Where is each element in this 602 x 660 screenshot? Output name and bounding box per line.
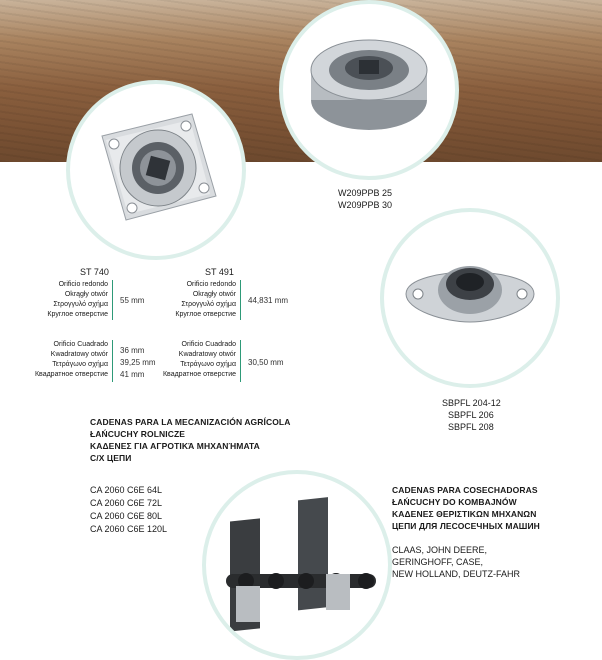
st740-square-value-1: 36 mm xyxy=(120,346,145,355)
combine-chains-heading-es: CADENAS PARA COSECHADORAS xyxy=(392,485,538,495)
st491-round-label-pl: Okrągły otwór xyxy=(192,291,236,298)
st740-square-label-ru: Квадратное отверстие xyxy=(34,371,108,378)
st491-square-label-el: Τετράγωνο σχήμα xyxy=(180,361,236,368)
round-bearing-image xyxy=(279,0,459,180)
st740-round-label-es: Orificio redondo xyxy=(58,281,108,288)
combine-brands-line-2: GERINGHOFF, CASE, xyxy=(392,557,484,567)
agri-chain-item-4: CA 2060 C6E 120L xyxy=(90,524,168,534)
sbpfl-code-1: SBPFL 204-12 xyxy=(442,398,501,408)
st740-square-value-2: 39,25 mm xyxy=(120,358,156,367)
st491-round-divider xyxy=(240,280,241,320)
st491-round-label-el: Στρογγυλό σχήμα xyxy=(181,301,236,308)
combine-chains-heading-el: ΚΑΔΕΝΕΣ ΘΕΡΙΣΤΙΚΩΝ ΜΗΧΑΝΩΝ xyxy=(392,509,537,519)
agri-chain-item-1: CA 2060 C6E 64L xyxy=(90,485,163,495)
st740-square-label-es: Orificio Cuadrado xyxy=(53,341,108,348)
st491-square-label-es: Orificio Cuadrado xyxy=(181,341,236,348)
st740-title: ST 740 xyxy=(80,267,109,277)
agri-chains-heading-ru: С/Х ЦЕПИ xyxy=(90,453,132,463)
agri-chains-heading-pl: ŁAŃCUCHY ROLNICZE xyxy=(90,429,186,439)
st491-square-label-pl: Kwadratowy otwór xyxy=(178,351,236,358)
agri-chains-heading-es: CADENAS PARA LA MECANIZACIÓN AGRÍCOLA xyxy=(90,417,291,427)
two-bolt-flange-bearing-image xyxy=(380,208,560,388)
st740-square-value-3: 41 mm xyxy=(120,370,145,379)
combine-brands-line-3: NEW HOLLAND, DEUTZ-FAHR xyxy=(392,569,521,579)
agri-chains-heading-el: ΚΑΔΕΝΕΣ ΓΙΑ ΑΓΡΟΤΙΚΆ ΜΗΧΑΝΉΜΑΤΑ xyxy=(90,441,260,451)
st740-round-label-ru: Круглое отверстие xyxy=(47,311,108,318)
st740-round-value: 55 mm xyxy=(120,296,145,305)
agri-chain-item-3: CA 2060 C6E 80L xyxy=(90,511,163,521)
combine-chains-heading-pl: ŁAŃCUCHY DO KOMBAJNÓW xyxy=(392,497,517,507)
w209-code-1: W209PPB 25 xyxy=(338,188,393,198)
agricultural-chain-image xyxy=(202,470,392,660)
st491-square-divider xyxy=(240,340,241,382)
st740-round-divider xyxy=(112,280,113,320)
st491-round-label-ru: Круглое отверстие xyxy=(175,311,236,318)
st740-square-divider xyxy=(112,340,113,382)
flanged-square-bearing-image xyxy=(66,80,246,260)
st740-round-label-el: Στρογγυλό σχήμα xyxy=(53,301,108,308)
sbpfl-code-3: SBPFL 208 xyxy=(448,422,494,432)
st491-title: ST 491 xyxy=(205,267,234,277)
st491-round-label-es: Orificio redondo xyxy=(186,281,236,288)
st491-square-label-ru: Квадратное отверстие xyxy=(162,371,236,378)
combine-chains-heading-ru: ЦЕПИ ДЛЯ ЛЕСОСЕЧНЫХ МАШИН xyxy=(392,521,540,531)
st491-square-value: 30,50 mm xyxy=(248,358,284,367)
agri-chain-item-2: CA 2060 C6E 72L xyxy=(90,498,163,508)
sbpfl-code-2: SBPFL 206 xyxy=(448,410,494,420)
w209-code-2: W209PPB 30 xyxy=(338,200,393,210)
st740-square-label-pl: Kwadratowy otwór xyxy=(50,351,108,358)
combine-brands-line-1: CLAAS, JOHN DEERE, xyxy=(392,545,488,555)
st740-square-label-el: Τετράγωνο σχήμα xyxy=(52,361,108,368)
st740-round-label-pl: Okrągły otwór xyxy=(64,291,108,298)
st491-round-value: 44,831 mm xyxy=(248,296,289,305)
